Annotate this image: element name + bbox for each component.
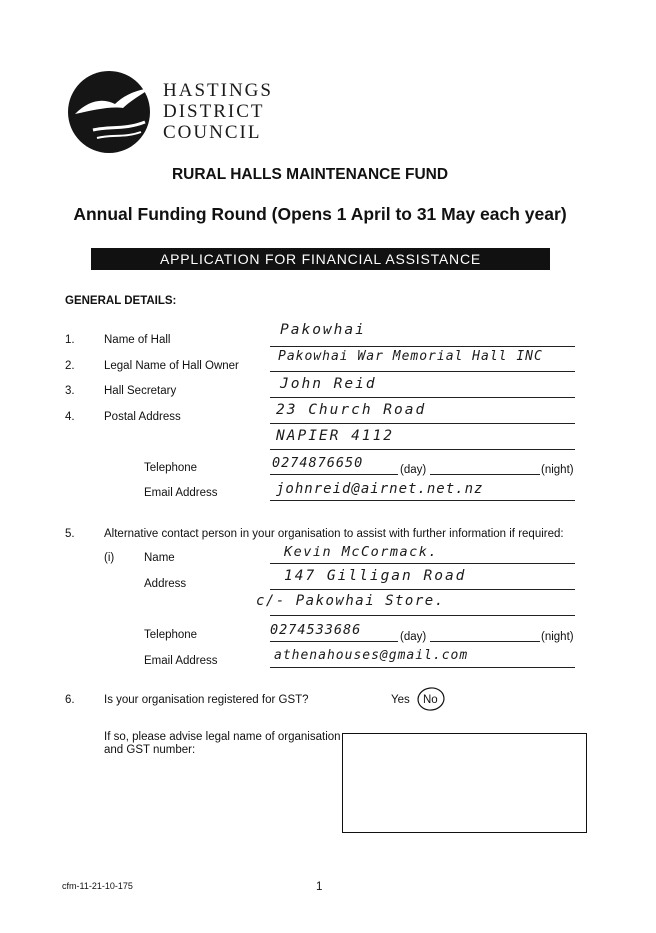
section-title: GENERAL DETAILS: [65, 295, 177, 307]
alt-sub-number: (i) [104, 552, 115, 564]
org-line-1: HASTINGS [163, 80, 273, 101]
telephone-day-line [270, 474, 398, 475]
telephone-label: Telephone [144, 462, 198, 474]
alt-telephone-night-label: (night) [541, 631, 574, 643]
org-line-2: DISTRICT [163, 101, 265, 122]
field-3-number: 3. [65, 385, 75, 397]
bird-emblem-icon [63, 70, 159, 154]
alt-address-line-1[interactable]: 147 Gilligan Road [284, 568, 467, 584]
gst-number: 6. [65, 694, 75, 706]
telephone-night-line [430, 474, 540, 475]
alt-address-label: Address [144, 578, 187, 590]
alt-address-underline-2 [270, 615, 575, 616]
form-code: cfm-11-21-10-175 [62, 881, 133, 891]
hall-name-value[interactable]: Pakowhai [280, 322, 366, 338]
email-line [270, 500, 575, 501]
fund-title: RURAL HALLS MAINTENANCE FUND [171, 166, 449, 183]
field-2-number: 2. [65, 360, 75, 372]
alt-telephone-night-line [430, 641, 540, 642]
hall-owner-line [270, 371, 575, 372]
email-label: Email Address [144, 487, 218, 499]
alt-telephone-day-line [270, 641, 398, 642]
email-value[interactable]: johnreid@airnet.net.nz [276, 481, 484, 497]
alt-name-label: Name [144, 552, 175, 564]
field-3-label: Hall Secretary [104, 385, 177, 397]
alt-name-line [270, 563, 575, 564]
gst-no-option[interactable]: No [423, 694, 438, 706]
field-1-label: Name of Hall [104, 334, 171, 346]
alt-name-value[interactable]: Kevin McCormack. [284, 544, 439, 560]
gst-question: Is your organisation registered for GST? [104, 694, 309, 706]
page-number: 1 [316, 881, 323, 893]
postal-address-underline-2 [270, 449, 575, 450]
gst-yes-option[interactable]: Yes [391, 694, 410, 706]
alt-telephone-day-label: (day) [400, 631, 427, 643]
field-4-label: Postal Address [104, 411, 181, 423]
gst-advise-line-1: If so, please advise legal name of organisation [104, 731, 341, 743]
postal-address-underline-1 [270, 423, 575, 424]
field-1-number: 1. [65, 334, 75, 346]
telephone-night-label: (night) [541, 464, 574, 476]
alt-address-underline-1 [270, 589, 575, 590]
alt-contact-intro: Alternative contact person in your organisation to assist with further information if required: [104, 528, 564, 540]
alt-telephone-label: Telephone [144, 629, 198, 641]
field-4-number: 4. [65, 411, 75, 423]
field-2-label: Legal Name of Hall Owner [104, 360, 239, 372]
org-name [163, 80, 273, 143]
council-logo [63, 70, 159, 154]
alt-email-value[interactable]: athenahouses@gmail.com [274, 648, 469, 663]
telephone-day-label: (day) [400, 464, 427, 476]
alt-address-line-2[interactable]: c/- Pakowhai Store. [256, 593, 445, 609]
alt-email-label: Email Address [144, 655, 218, 667]
round-title: Annual Funding Round (Opens 1 April to 31 May each year) [73, 204, 567, 224]
telephone-value[interactable]: 0274876650 [272, 455, 364, 471]
postal-address-line-1[interactable]: 23 Church Road [276, 402, 427, 418]
alt-contact-number: 5. [65, 528, 75, 540]
gst-advise-line-2: and GST number: [104, 744, 196, 756]
postal-address-line-2[interactable]: NAPIER 4112 [276, 428, 395, 444]
hall-secretary-line [270, 397, 575, 398]
hall-secretary-value[interactable]: John Reid [280, 376, 377, 392]
gst-details-box[interactable] [342, 733, 587, 833]
hall-name-line [270, 346, 575, 347]
alt-email-line [270, 667, 575, 668]
hall-owner-value[interactable]: Pakowhai War Memorial Hall INC [278, 349, 543, 364]
org-line-3: COUNCIL [163, 122, 262, 143]
alt-telephone-value[interactable]: 0274533686 [270, 622, 362, 638]
form-banner: APPLICATION FOR FINANCIAL ASSISTANCE [91, 248, 550, 270]
